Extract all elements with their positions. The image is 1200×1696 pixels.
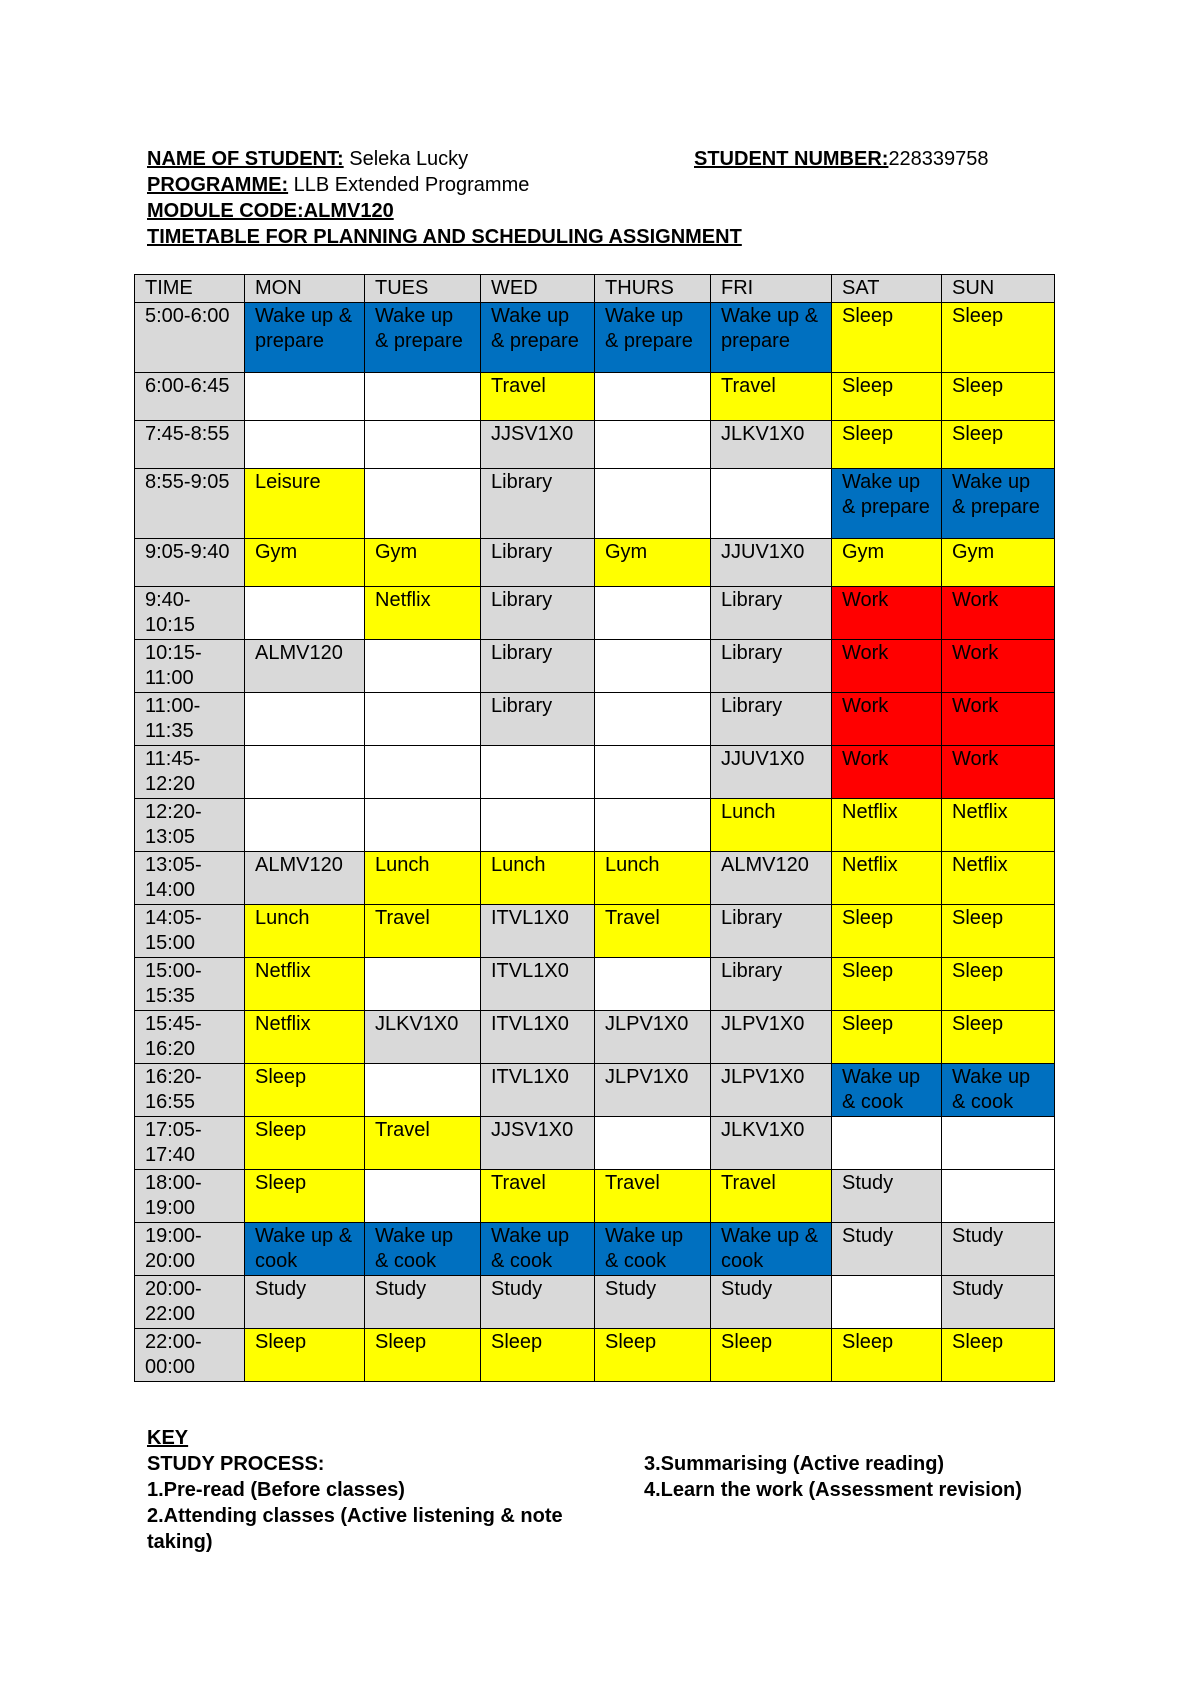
cell-thurs: JLPV1X0 (595, 1064, 711, 1117)
col-header-mon: MON (245, 275, 365, 303)
timetable (134, 274, 1055, 1382)
cell-mon: Sleep (245, 1170, 365, 1223)
timetable-body (135, 303, 1055, 1382)
cell-tues: Study (365, 1276, 481, 1329)
table-row (135, 799, 1055, 852)
cell-sun: Sleep (942, 1329, 1055, 1382)
table-row (135, 469, 1055, 539)
cell-wed: Library (481, 539, 595, 587)
key-subtitle: STUDY PROCESS: (147, 1453, 325, 1475)
cell-wed: Lunch (481, 852, 595, 905)
cell-tues (365, 958, 481, 1011)
cell-fri (711, 469, 832, 539)
table-row (135, 1170, 1055, 1223)
time-cell: 11:45-12:20 (135, 746, 245, 799)
cell-thurs (595, 373, 711, 421)
table-row (135, 1064, 1055, 1117)
module-code: MODULE CODE:ALMV120 (147, 200, 394, 222)
cell-thurs: JLPV1X0 (595, 1011, 711, 1064)
time-cell: 12:20-13:05 (135, 799, 245, 852)
cell-fri: Travel (711, 373, 832, 421)
cell-sat: Sleep (832, 905, 942, 958)
time-cell: 11:00-11:35 (135, 693, 245, 746)
cell-thurs (595, 693, 711, 746)
cell-thurs: Study (595, 1276, 711, 1329)
key-left-column (147, 1451, 587, 1555)
cell-wed: Travel (481, 373, 595, 421)
cell-fri: JLKV1X0 (711, 421, 832, 469)
cell-mon: Sleep (245, 1064, 365, 1117)
cell-wed: ITVL1X0 (481, 1064, 595, 1117)
cell-tues: Netflix (365, 587, 481, 640)
cell-sat: Gym (832, 539, 942, 587)
table-row (135, 1117, 1055, 1170)
cell-mon (245, 693, 365, 746)
cell-fri: Library (711, 958, 832, 1011)
table-row (135, 1329, 1055, 1382)
time-cell: 20:00-22:00 (135, 1276, 245, 1329)
cell-sat: Study (832, 1223, 942, 1276)
programme-value: LLB Extended Programme (288, 174, 530, 196)
cell-wed: Library (481, 640, 595, 693)
table-row (135, 421, 1055, 469)
cell-mon: Gym (245, 539, 365, 587)
cell-mon (245, 587, 365, 640)
cell-thurs: Wake up & cook (595, 1223, 711, 1276)
cell-thurs: Travel (595, 1170, 711, 1223)
table-row (135, 693, 1055, 746)
cell-wed: Library (481, 469, 595, 539)
student-name-label: NAME OF STUDENT: (147, 148, 344, 170)
cell-sun: Sleep (942, 421, 1055, 469)
programme-line (147, 172, 1047, 198)
cell-sun (942, 1170, 1055, 1223)
time-cell: 13:05-14:00 (135, 852, 245, 905)
cell-wed (481, 746, 595, 799)
cell-sat: Netflix (832, 852, 942, 905)
cell-thurs: Lunch (595, 852, 711, 905)
cell-tues: Sleep (365, 1329, 481, 1382)
cell-sun: Sleep (942, 958, 1055, 1011)
time-cell: 8:55-9:05 (135, 469, 245, 539)
cell-thurs (595, 587, 711, 640)
key-right-column (644, 1451, 1094, 1503)
cell-mon: Wake up & prepare (245, 303, 365, 373)
col-header-tues: TUES (365, 275, 481, 303)
time-cell: 19:00-20:00 (135, 1223, 245, 1276)
cell-sat (832, 1276, 942, 1329)
cell-mon: Study (245, 1276, 365, 1329)
table-row (135, 539, 1055, 587)
cell-thurs (595, 469, 711, 539)
student-number-value: 228339758 (888, 148, 989, 170)
table-row (135, 905, 1055, 958)
cell-mon: Wake up & cook (245, 1223, 365, 1276)
cell-sun: Work (942, 746, 1055, 799)
key-item-1: 1.Pre-read (Before classes) (147, 1479, 405, 1501)
time-cell: 6:00-6:45 (135, 373, 245, 421)
key-item-2: 2.Attending classes (Active listening & note taking) (147, 1505, 563, 1553)
cell-tues: JLKV1X0 (365, 1011, 481, 1064)
col-header-time: TIME (135, 275, 245, 303)
cell-fri: JLPV1X0 (711, 1011, 832, 1064)
cell-mon: Leisure (245, 469, 365, 539)
cell-fri: Lunch (711, 799, 832, 852)
cell-sun: Sleep (942, 1011, 1055, 1064)
table-row (135, 303, 1055, 373)
cell-thurs: Gym (595, 539, 711, 587)
cell-sun: Wake up & prepare (942, 469, 1055, 539)
cell-tues (365, 421, 481, 469)
cell-fri: JLKV1X0 (711, 1117, 832, 1170)
col-header-fri: FRI (711, 275, 832, 303)
student-name-line (147, 146, 1047, 172)
cell-thurs (595, 958, 711, 1011)
cell-thurs (595, 799, 711, 852)
cell-wed: ITVL1X0 (481, 1011, 595, 1064)
cell-tues: Lunch (365, 852, 481, 905)
cell-fri: Wake up & cook (711, 1223, 832, 1276)
cell-mon: Netflix (245, 1011, 365, 1064)
cell-wed (481, 799, 595, 852)
col-header-sat: SAT (832, 275, 942, 303)
cell-mon: Sleep (245, 1329, 365, 1382)
cell-fri: Wake up & prepare (711, 303, 832, 373)
cell-thurs: Travel (595, 905, 711, 958)
cell-wed: JJSV1X0 (481, 421, 595, 469)
timetable-title: TIMETABLE FOR PLANNING AND SCHEDULING ASSIGNMENT (147, 226, 742, 248)
time-cell: 16:20-16:55 (135, 1064, 245, 1117)
time-cell: 5:00-6:00 (135, 303, 245, 373)
time-cell: 18:00-19:00 (135, 1170, 245, 1223)
cell-sat: Work (832, 693, 942, 746)
time-cell: 9:40-10:15 (135, 587, 245, 640)
cell-sun (942, 1117, 1055, 1170)
cell-wed: Library (481, 693, 595, 746)
cell-fri: Travel (711, 1170, 832, 1223)
time-cell: 9:05-9:40 (135, 539, 245, 587)
key-title: KEY (147, 1427, 189, 1449)
time-cell: 10:15-11:00 (135, 640, 245, 693)
cell-tues: Travel (365, 905, 481, 958)
document-header (147, 146, 1047, 250)
cell-sun: Gym (942, 539, 1055, 587)
student-name-value: Seleka Lucky (343, 148, 469, 170)
cell-thurs: Sleep (595, 1329, 711, 1382)
cell-sun: Sleep (942, 373, 1055, 421)
cell-fri: Sleep (711, 1329, 832, 1382)
cell-mon: Sleep (245, 1117, 365, 1170)
time-cell: 22:00-00:00 (135, 1329, 245, 1382)
cell-tues (365, 1170, 481, 1223)
cell-tues (365, 469, 481, 539)
cell-wed: ITVL1X0 (481, 905, 595, 958)
cell-sat (832, 1117, 942, 1170)
module-code-line (147, 198, 1047, 224)
cell-tues: Wake up & prepare (365, 303, 481, 373)
cell-fri: Library (711, 587, 832, 640)
cell-thurs (595, 421, 711, 469)
cell-sun: Netflix (942, 799, 1055, 852)
cell-fri: Library (711, 905, 832, 958)
cell-sat: Wake up & cook (832, 1064, 942, 1117)
time-cell: 14:05-15:00 (135, 905, 245, 958)
table-row (135, 1223, 1055, 1276)
timetable-header-row (135, 275, 1055, 303)
key-section (147, 1425, 1097, 1553)
cell-tues (365, 1064, 481, 1117)
time-cell: 17:05-17:40 (135, 1117, 245, 1170)
cell-thurs: Wake up & prepare (595, 303, 711, 373)
student-number-line (694, 146, 989, 172)
time-cell: 15:00-15:35 (135, 958, 245, 1011)
cell-mon: Netflix (245, 958, 365, 1011)
cell-sat: Work (832, 640, 942, 693)
cell-sun: Sleep (942, 303, 1055, 373)
cell-sat: Sleep (832, 958, 942, 1011)
cell-sun: Wake up & cook (942, 1064, 1055, 1117)
cell-sat: Wake up & prepare (832, 469, 942, 539)
time-cell: 7:45-8:55 (135, 421, 245, 469)
col-header-thurs: THURS (595, 275, 711, 303)
student-number-label: STUDENT NUMBER: (694, 148, 889, 170)
cell-sat: Sleep (832, 421, 942, 469)
cell-sun: Study (942, 1276, 1055, 1329)
cell-mon: Lunch (245, 905, 365, 958)
cell-wed: Wake up & prepare (481, 303, 595, 373)
cell-sat: Work (832, 746, 942, 799)
cell-sun: Netflix (942, 852, 1055, 905)
programme-label: PROGRAMME: (147, 174, 289, 196)
table-row (135, 373, 1055, 421)
cell-wed: Study (481, 1276, 595, 1329)
cell-fri: JJUV1X0 (711, 746, 832, 799)
table-row (135, 1276, 1055, 1329)
table-row (135, 640, 1055, 693)
table-row (135, 852, 1055, 905)
cell-thurs (595, 1117, 711, 1170)
time-cell: 15:45-16:20 (135, 1011, 245, 1064)
cell-fri: ALMV120 (711, 852, 832, 905)
cell-sat: Sleep (832, 1011, 942, 1064)
table-row (135, 746, 1055, 799)
timetable-title-line (147, 224, 1047, 250)
cell-sun: Work (942, 640, 1055, 693)
cell-fri: Library (711, 693, 832, 746)
cell-wed: ITVL1X0 (481, 958, 595, 1011)
cell-tues: Wake up & cook (365, 1223, 481, 1276)
cell-tues (365, 799, 481, 852)
cell-thurs (595, 640, 711, 693)
cell-thurs (595, 746, 711, 799)
cell-mon (245, 421, 365, 469)
cell-mon: ALMV120 (245, 640, 365, 693)
cell-mon (245, 373, 365, 421)
key-item-4: 4.Learn the work (Assessment revision) (644, 1479, 1022, 1501)
cell-wed: Sleep (481, 1329, 595, 1382)
table-row (135, 958, 1055, 1011)
cell-tues (365, 373, 481, 421)
table-row (135, 587, 1055, 640)
cell-tues: Travel (365, 1117, 481, 1170)
cell-fri: JLPV1X0 (711, 1064, 832, 1117)
cell-sun: Sleep (942, 905, 1055, 958)
col-header-sun: SUN (942, 275, 1055, 303)
cell-fri: JJUV1X0 (711, 539, 832, 587)
cell-mon (245, 799, 365, 852)
cell-mon: ALMV120 (245, 852, 365, 905)
cell-mon (245, 746, 365, 799)
cell-fri: Library (711, 640, 832, 693)
cell-sun: Study (942, 1223, 1055, 1276)
cell-sat: Study (832, 1170, 942, 1223)
cell-sun: Work (942, 693, 1055, 746)
cell-tues: Gym (365, 539, 481, 587)
cell-sat: Work (832, 587, 942, 640)
cell-wed: Wake up & cook (481, 1223, 595, 1276)
cell-wed: Travel (481, 1170, 595, 1223)
cell-tues (365, 693, 481, 746)
cell-tues (365, 746, 481, 799)
cell-wed: Library (481, 587, 595, 640)
cell-sun: Work (942, 587, 1055, 640)
cell-sat: Sleep (832, 373, 942, 421)
cell-sat: Netflix (832, 799, 942, 852)
cell-sat: Sleep (832, 303, 942, 373)
cell-tues (365, 640, 481, 693)
key-item-3: 3.Summarising (Active reading) (644, 1453, 945, 1475)
cell-fri: Study (711, 1276, 832, 1329)
cell-wed: JJSV1X0 (481, 1117, 595, 1170)
table-row (135, 1011, 1055, 1064)
col-header-wed: WED (481, 275, 595, 303)
cell-sat: Sleep (832, 1329, 942, 1382)
